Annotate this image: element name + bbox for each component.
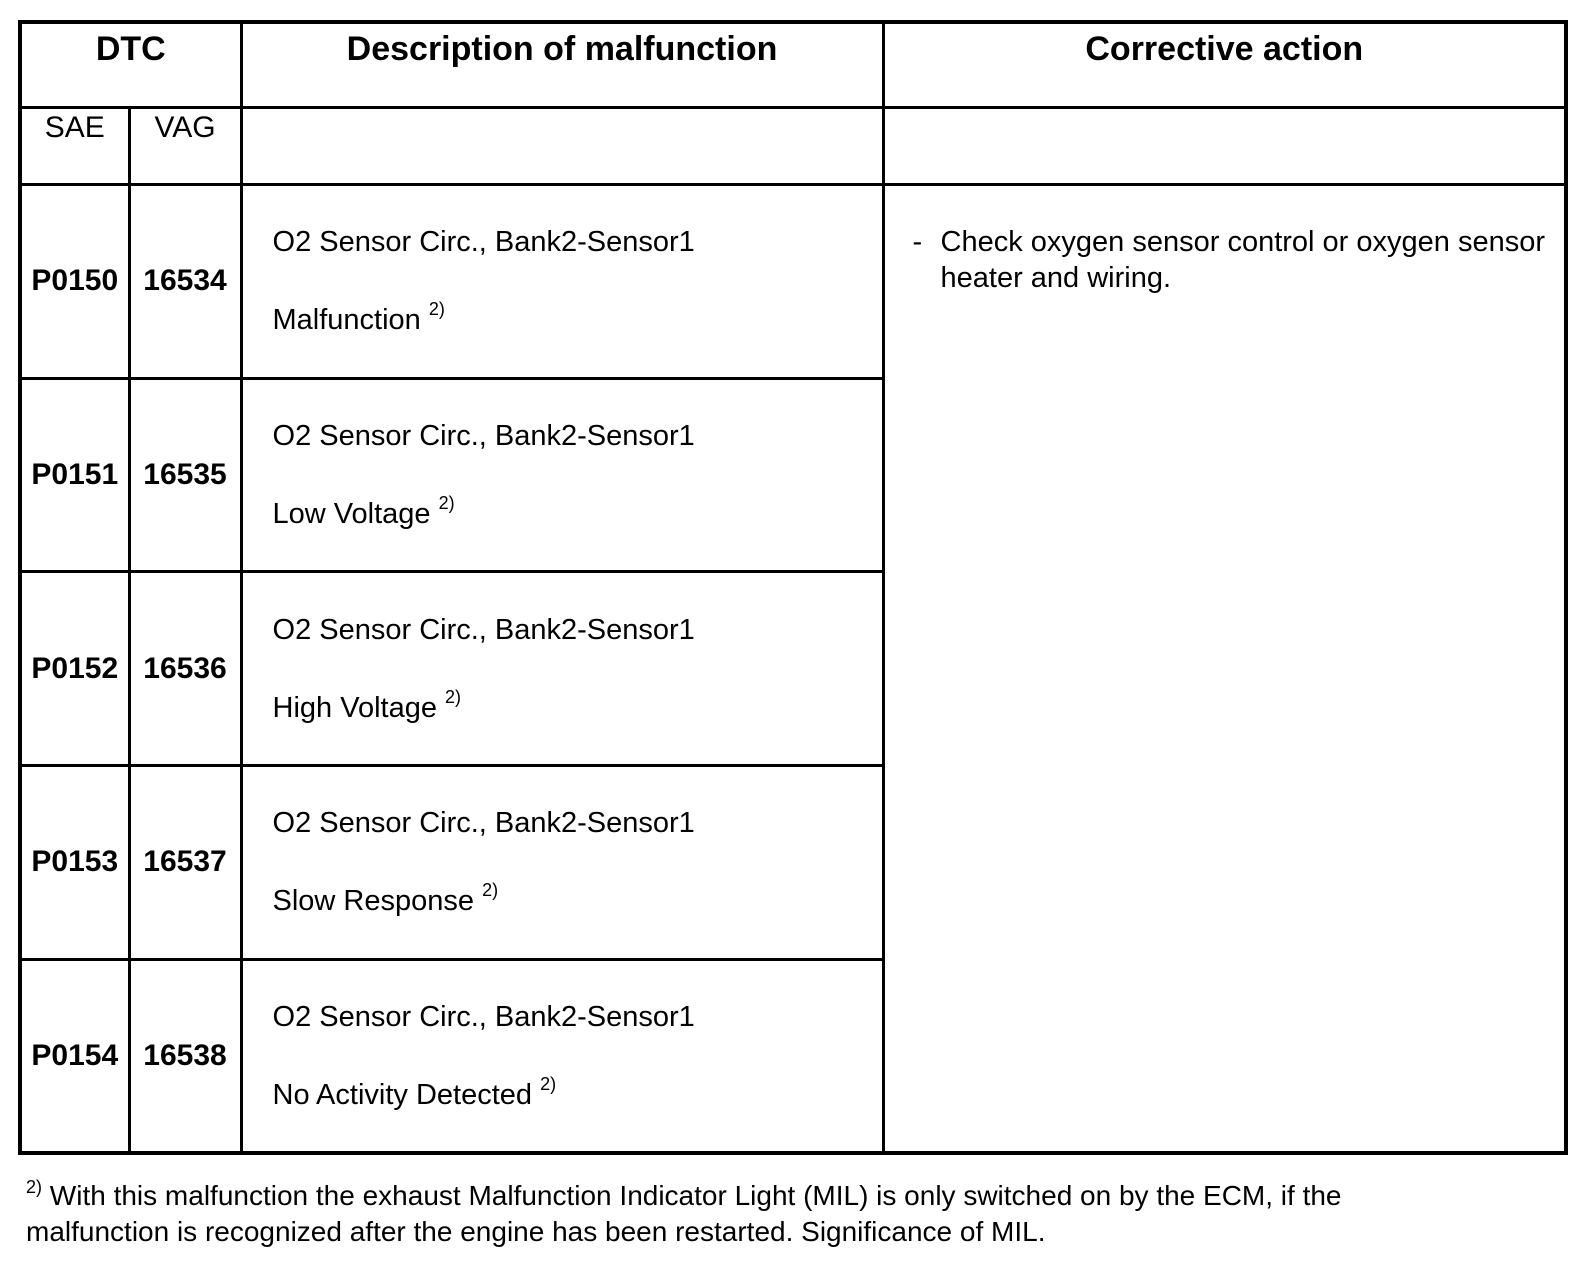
description-text: Malfunction xyxy=(272,304,421,337)
malfunction-description xyxy=(241,765,883,959)
table-row xyxy=(20,184,1566,378)
vag-code: 16535 xyxy=(129,378,241,572)
description-text: No Activity Detected xyxy=(272,1078,533,1111)
description-line-1: O2 Sensor Circ., Bank2-Sensor1 xyxy=(272,807,695,840)
vag-code: 16538 xyxy=(129,959,241,1153)
dtc-header: DTC xyxy=(20,22,241,107)
footnote-marker: 2) xyxy=(428,299,445,320)
description-line-2 xyxy=(273,862,882,940)
vag-header: VAG xyxy=(129,107,241,184)
malfunction-description xyxy=(241,959,883,1153)
sae-code: P0152 xyxy=(20,572,129,766)
malfunction-description xyxy=(241,378,883,572)
description-text: Low Voltage xyxy=(272,497,431,530)
description-line-1: O2 Sensor Circ., Bank2-Sensor1 xyxy=(272,1000,695,1033)
description-text: High Voltage xyxy=(272,691,437,724)
corrective-action-cell xyxy=(883,184,1566,1153)
footnote-marker: 2) xyxy=(26,1177,43,1197)
sae-code: P0153 xyxy=(20,765,129,959)
vag-code: 16537 xyxy=(129,765,241,959)
corrective-action-item xyxy=(913,224,1565,296)
dtc-table xyxy=(18,20,1568,1155)
description-text: Slow Response xyxy=(272,885,475,918)
footnote-marker: 2) xyxy=(540,1073,557,1094)
sae-header: SAE xyxy=(20,107,129,184)
malfunction-description xyxy=(241,184,883,378)
footnote-text: With this malfunction the exhaust Malfunction Indicator Light (MIL) is only switched on by the ECM, if the malfunction is recognized after the engine has been restarted. Significance of MIL. xyxy=(26,1180,1342,1247)
sae-code: P0150 xyxy=(20,184,129,378)
corrective-action-text: Check oxygen sensor control or oxygen sensor heater and wiring. xyxy=(940,225,1545,294)
subheader-row xyxy=(20,107,1566,184)
description-line-2 xyxy=(273,1056,882,1134)
action-subheader-empty xyxy=(883,107,1566,184)
corrective-action-header: Corrective action xyxy=(883,22,1566,107)
description-line-1: O2 Sensor Circ., Bank2-Sensor1 xyxy=(272,226,695,259)
footnote-marker: 2) xyxy=(438,492,455,513)
description-line-1: O2 Sensor Circ., Bank2-Sensor1 xyxy=(272,613,695,646)
description-header: Description of malfunction xyxy=(241,22,883,107)
description-line-1: O2 Sensor Circ., Bank2-Sensor1 xyxy=(272,419,695,452)
description-line-2 xyxy=(273,669,882,747)
vag-code: 16534 xyxy=(129,184,241,378)
footnote xyxy=(26,1178,1426,1250)
description-line-2 xyxy=(273,475,882,553)
footnote-marker: 2) xyxy=(445,686,462,707)
bullet-dash: - xyxy=(912,225,923,258)
sae-code: P0154 xyxy=(20,959,129,1153)
description-line-2 xyxy=(273,281,882,359)
vag-code: 16536 xyxy=(129,572,241,766)
header-row xyxy=(20,22,1566,107)
sae-code: P0151 xyxy=(20,378,129,572)
malfunction-description xyxy=(241,572,883,766)
footnote-marker: 2) xyxy=(482,880,499,901)
description-subheader-empty xyxy=(241,107,883,184)
